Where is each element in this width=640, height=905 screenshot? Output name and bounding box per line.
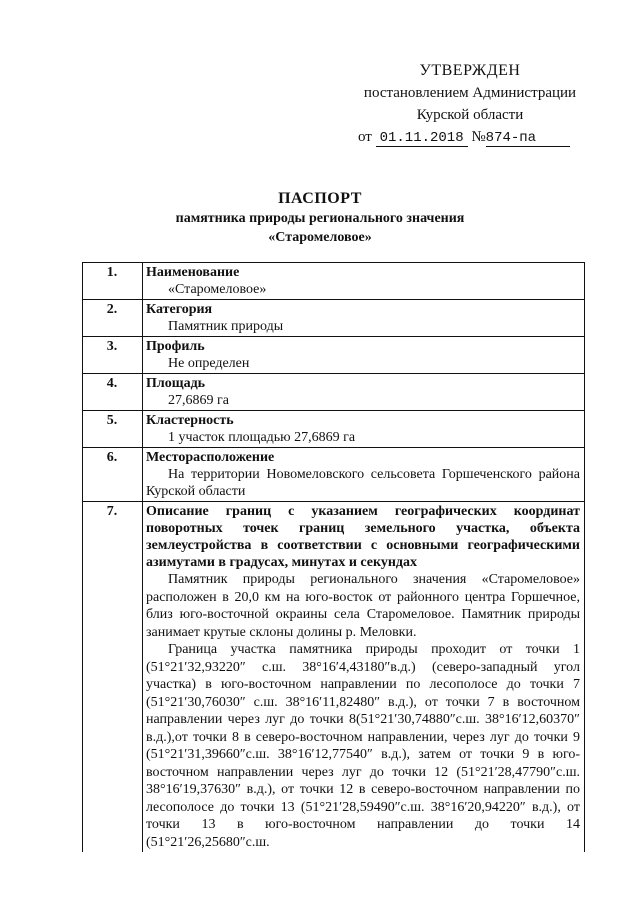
row-content bbox=[143, 300, 585, 337]
row-label: Площадь bbox=[146, 376, 206, 391]
row-label: Месторасположение bbox=[146, 450, 275, 465]
row-value: Памятник природы bbox=[168, 319, 284, 334]
table-row bbox=[83, 374, 585, 411]
approval-date-line bbox=[358, 126, 610, 148]
row-content bbox=[143, 411, 585, 448]
description-paragraph: Граница участка памятника природы проходит от точки 1 (51°21′32,93220″ с.ш. 38°16′4,43180″в.д.) (северо-западный угол участка) в юго-восточном направлении по лесополосе до точки 7 (51°21′30,76030″ с.ш. 38°16′11,82480″ в.д.), от точки 7 в восточном направлении через луг до точки 8(51°21′30,74880″с.ш. 38°16′12,60370″ в.д.),от точки 8 в северо-восточном направлении, через луг до точки 9 (51°21′31,39660″с.ш. 38°16′12,77540″ в.д.), затем от точки 9 в юго-восточном направлении через луг до точки 12 (51°21′28,47790″с.ш. 38°16′19,37630″ в.д.), от точки 12 в северо-восточном направлении по лесополосе до точки 13 (51°21′28,59490″с.ш. 38°16′20,94220″ в.д.), от точки 13 в юго-восточном направлении до точки 14 (51°21′26,25680″с.ш. bbox=[146, 642, 580, 850]
row-number: 1. bbox=[83, 263, 143, 300]
row-number: 6. bbox=[83, 448, 143, 502]
approval-number: 874-па bbox=[486, 130, 570, 147]
document-object-name: «Старомеловое» bbox=[268, 230, 372, 245]
row-value: На территории Новомеловского сельсовета Горшеченского района Курской области bbox=[146, 467, 580, 499]
approval-decree: постановлением Администрации bbox=[363, 85, 577, 101]
passport-table bbox=[82, 262, 585, 852]
row-content bbox=[143, 448, 585, 502]
table-row bbox=[83, 263, 585, 300]
row-label: Описание границ с указанием географических координат поворотных точек границ земельного участка, объекта землеустройства в соответствии с основными географическими азимутами в градусах, минутах и секундах bbox=[146, 504, 580, 570]
row-content bbox=[143, 263, 585, 300]
approval-date: 01.11.2018 bbox=[376, 130, 468, 147]
table-row bbox=[83, 337, 585, 374]
row-content bbox=[143, 374, 585, 411]
row-label: Кластерность bbox=[146, 413, 234, 428]
document-title: ПАСПОРТ bbox=[278, 190, 362, 207]
document-subtitle: памятника природы регионального значения bbox=[175, 211, 465, 226]
row-number: 7. bbox=[83, 502, 143, 853]
row-label: Наименование bbox=[146, 265, 240, 280]
table-row bbox=[83, 502, 585, 853]
row-value: «Старомеловое» bbox=[168, 282, 267, 297]
row-value: 27,6869 га bbox=[168, 393, 229, 408]
row-label: Профиль bbox=[146, 339, 205, 354]
row-number: 4. bbox=[83, 374, 143, 411]
row-number: 3. bbox=[83, 337, 143, 374]
row-number: 2. bbox=[83, 300, 143, 337]
row-value: 1 участок площадью 27,6869 га bbox=[168, 430, 356, 445]
approval-block bbox=[330, 60, 610, 148]
description-paragraph: Памятник природы регионального значения «Старомеловое» расположен в 20,0 км на юго-восток от районного центра Горшечное, близ юго-восточной окраины села Старомеловое. Памятник природы занимает крутые склоны долины р. Меловки. bbox=[146, 572, 580, 640]
row-value: Не определен bbox=[168, 356, 250, 371]
row-number: 5. bbox=[83, 411, 143, 448]
table-row bbox=[83, 411, 585, 448]
approval-number-label: № bbox=[471, 129, 486, 145]
row-content bbox=[143, 337, 585, 374]
row-content bbox=[143, 502, 585, 853]
approval-region: Курской области bbox=[416, 107, 524, 123]
approval-title: УТВЕРЖДЕН bbox=[419, 62, 521, 79]
approval-from-label: от bbox=[358, 129, 372, 145]
table-row bbox=[83, 448, 585, 502]
table-row bbox=[83, 300, 585, 337]
row-label: Категория bbox=[146, 302, 213, 317]
